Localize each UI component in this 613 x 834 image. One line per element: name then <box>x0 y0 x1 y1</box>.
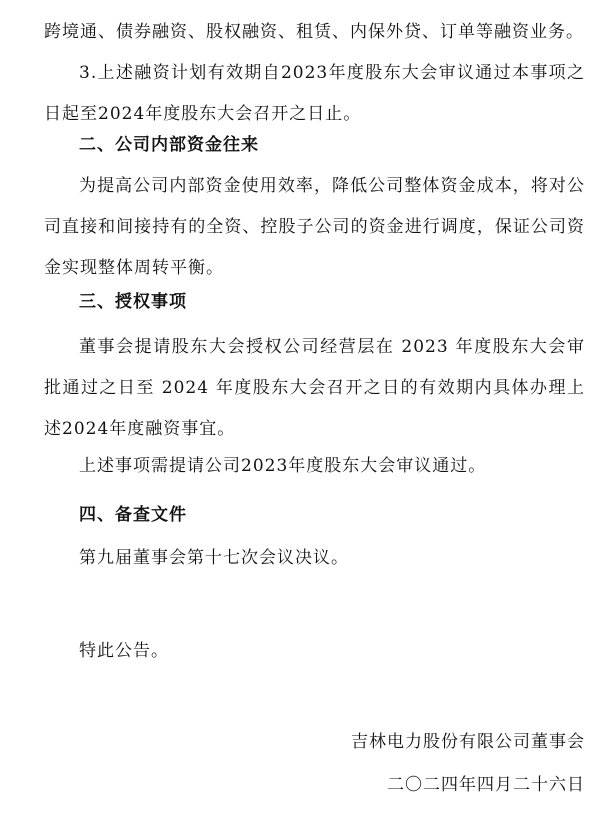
continued-line: 跨境通、债券融资、股权融资、租赁、内保外贷、订单等融资业务。 <box>44 22 584 42</box>
paragraph-validity-period: 3.上述融资计划有效期自2023年度股东大会审议通过本事项之日起至2024年度股东大会召开之日止。 <box>44 63 585 124</box>
section-heading-internal-funds: 二、公司内部资金往来 <box>79 135 259 155</box>
paragraph-authorization: 董事会提请股东大会授权公司经营层在 2023 年度股东大会审批通过之日至 2024 年度股东大会召开之日的有效期内具体办理上述2024年度融资事宜。 <box>44 337 585 439</box>
paragraph-reference-docs: 第九届董事会第十七次会议决议。 <box>79 548 349 568</box>
document-date: 二〇二四年四月二十六日 <box>387 775 585 795</box>
paragraph-internal-funds: 为提高公司内部资金使用效率，降低公司整体资金成本，将对公司直接和间接持有的全资、控股子公司的资金进行调度，保证公司资金实现整体周转平衡。 <box>44 176 585 278</box>
section-heading-reference-docs: 四、备查文件 <box>79 505 187 525</box>
signature-company-board: 吉林电力股份有限公司董事会 <box>351 732 585 752</box>
announcement-closing: 特此公告。 <box>79 641 169 661</box>
paragraph-submit: 上述事项需提请公司2023年度股东大会审议通过。 <box>79 456 487 476</box>
section-heading-authorization: 三、授权事项 <box>79 292 187 312</box>
